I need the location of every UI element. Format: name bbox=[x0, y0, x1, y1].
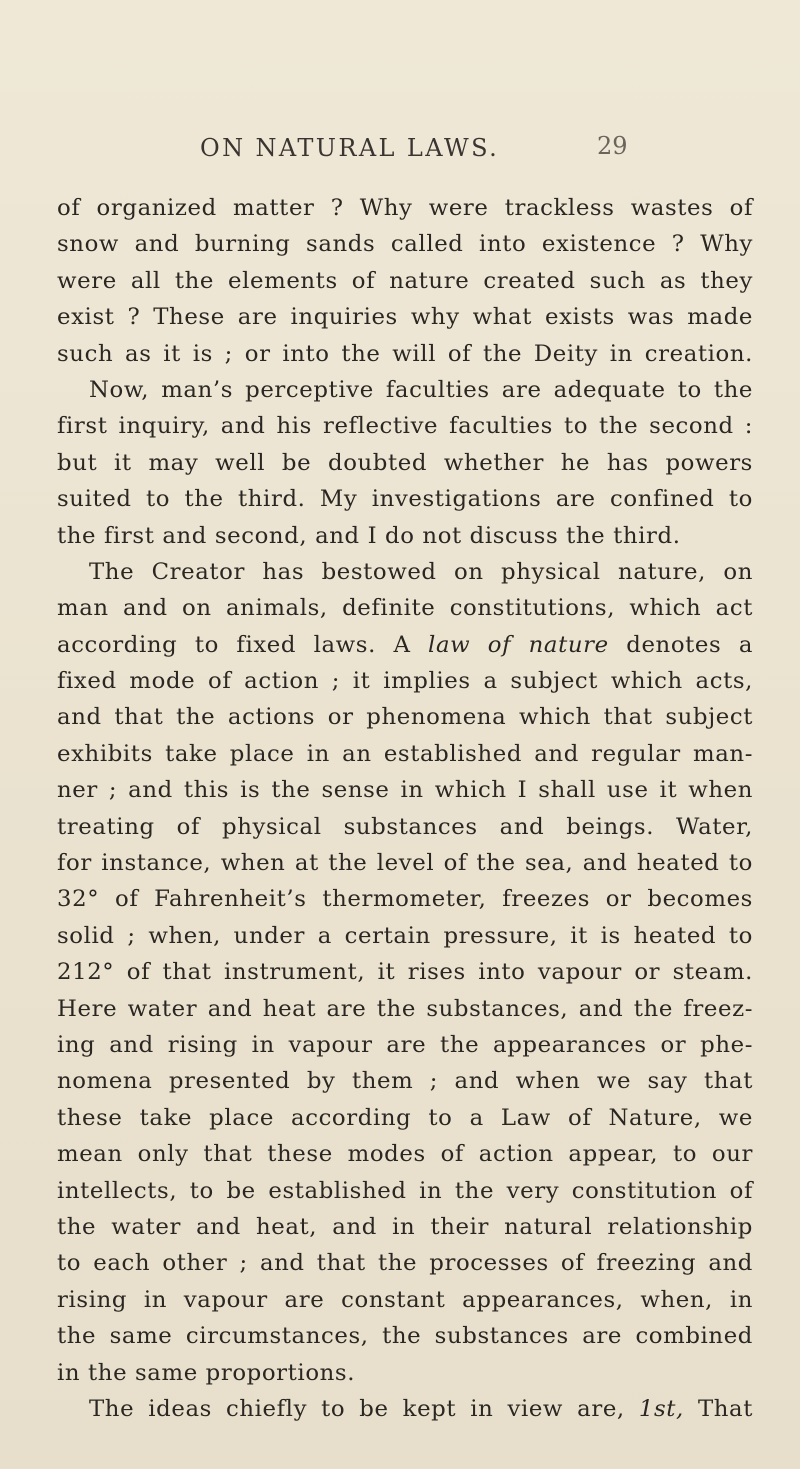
text-line: were all the elements of nature created such as they bbox=[57, 267, 753, 294]
text-line: the water and heat, and in their natural relationship bbox=[57, 1213, 753, 1240]
text-line: mean only that these modes of action appear, to our bbox=[57, 1141, 753, 1168]
text-line: intellects, to be established in the very constitution of bbox=[57, 1177, 753, 1204]
text-line: treating of physical substances and beings. Water, bbox=[57, 813, 753, 840]
text-line: the first and second, and I do not discuss the third. bbox=[57, 522, 681, 549]
text-line: ing and rising in vapour are the appearances or phe- bbox=[57, 1031, 753, 1058]
text-line: rising in vapour are constant appearances, when, in bbox=[57, 1286, 753, 1313]
text-segment: according to fixed laws. A bbox=[57, 631, 429, 658]
text-line: first inquiry, and his reflective faculties to the second : bbox=[57, 413, 753, 440]
text-line bbox=[57, 627, 753, 663]
text-line: ner ; and this is the sense in which I shall use it when bbox=[57, 777, 753, 804]
text-line: nomena presented by them ; and when we say that bbox=[57, 1068, 753, 1095]
text-line: Here water and heat are the substances, and the freez- bbox=[57, 995, 753, 1022]
text-line: man and on animals, definite constitutions, which act bbox=[57, 595, 753, 622]
text-line: and that the actions or phenomena which that subject bbox=[57, 704, 753, 731]
text-segment: denotes a bbox=[608, 631, 754, 658]
text-line: The Creator has bestowed on physical nature, on bbox=[89, 558, 753, 585]
running-title: ON NATURAL LAWS. bbox=[200, 134, 500, 162]
text-line: of organized matter ? Why were trackless wastes of bbox=[57, 195, 753, 221]
text-segment: The ideas chiefly to be kept in view are, bbox=[89, 1395, 639, 1422]
page-number: 29 bbox=[597, 132, 628, 160]
text-segment: That bbox=[683, 1395, 753, 1422]
text-line: suited to the third. My investigations are confined to bbox=[57, 486, 753, 513]
text-line: in the same proportions. bbox=[57, 1359, 356, 1386]
text-line: snow and burning sands called into existence ? Why bbox=[57, 231, 753, 258]
text-line: Now, man’s perceptive faculties are adequate to the bbox=[89, 376, 753, 403]
text-line: for instance, when at the level of the sea, and heated to bbox=[57, 850, 753, 877]
body-text bbox=[57, 190, 753, 1427]
text-line: the same circumstances, the substances are combined bbox=[57, 1323, 753, 1350]
text-line: fixed mode of action ; it implies a subject which acts, bbox=[57, 668, 753, 695]
text-line bbox=[57, 1391, 753, 1427]
text-line: such as it is ; or into the will of the Deity in creation. bbox=[57, 340, 753, 367]
text-line: solid ; when, under a certain pressure, it is heated to bbox=[57, 922, 753, 949]
text-line: these take place according to a Law of Nature, we bbox=[57, 1104, 753, 1131]
text-line: exist ? These are inquiries why what exists was made bbox=[57, 304, 753, 331]
text-line: 32° of Fahrenheit’s thermometer, freezes or becomes bbox=[57, 886, 753, 913]
italic-phrase: law of nature bbox=[428, 631, 609, 658]
running-head bbox=[0, 134, 800, 168]
italic-phrase: 1st, bbox=[638, 1395, 684, 1422]
text-line: to each other ; and that the processes of freezing and bbox=[57, 1250, 753, 1277]
text-line: but it may well be doubted whether he has powers bbox=[57, 449, 753, 476]
text-line: 212° of that instrument, it rises into vapour or steam. bbox=[57, 959, 753, 986]
text-line: exhibits take place in an established and regular man- bbox=[57, 740, 753, 767]
